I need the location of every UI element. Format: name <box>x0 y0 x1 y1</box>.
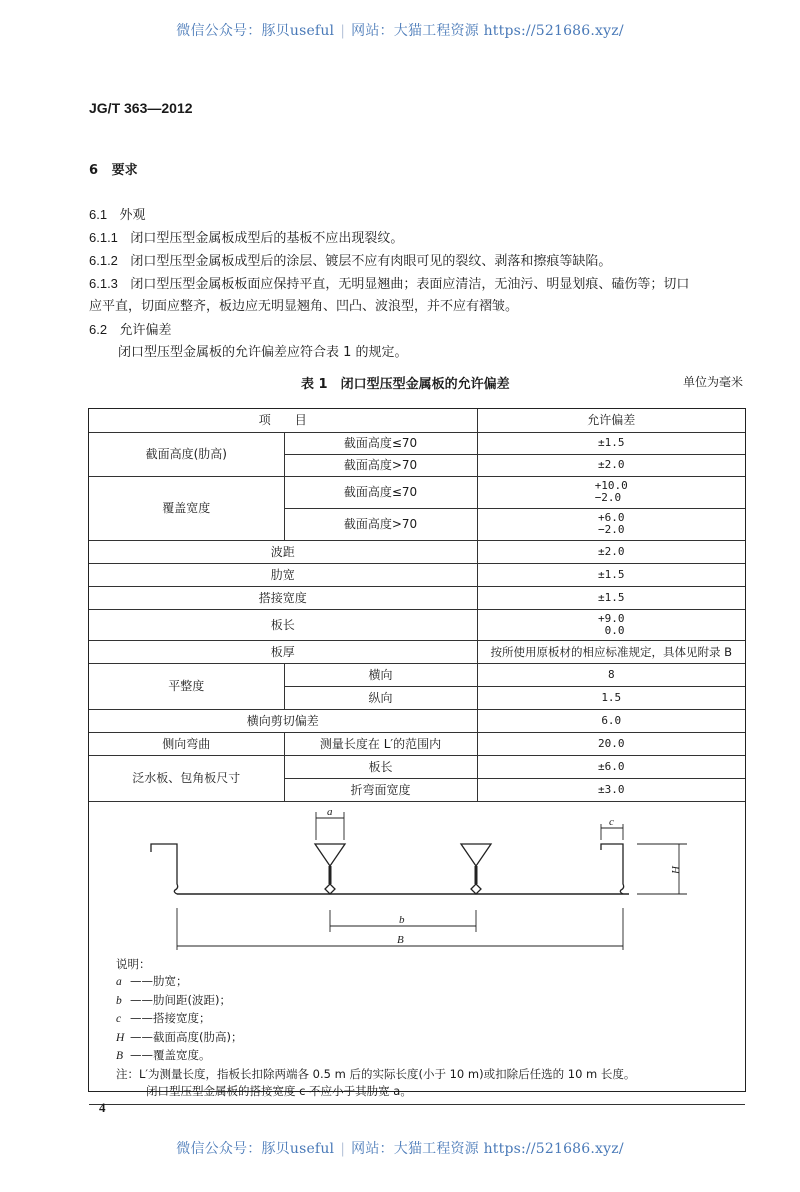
figure-cell <box>89 801 745 1104</box>
legend-item <box>116 1010 635 1029</box>
table-row <box>89 755 745 778</box>
value-plus: +6.0 <box>598 511 625 524</box>
section-title: 要求 <box>111 163 138 178</box>
legend-symbol: b <box>116 994 122 1007</box>
value-cell: 6.0 <box>477 709 745 732</box>
subsection-title: 外观 <box>119 208 146 223</box>
group-cell: 泛水板、包角板尺寸 <box>89 755 284 801</box>
legend-item <box>116 992 635 1011</box>
table-row <box>89 663 745 686</box>
watermark-separator: | <box>340 1141 346 1157</box>
sub-cell: 板长 <box>284 755 477 778</box>
table-figure-row <box>89 801 745 1104</box>
item-cell: 板厚 <box>89 640 477 663</box>
table-row <box>89 640 745 663</box>
value-cell: ±1.5 <box>477 586 745 609</box>
clause-text: 闭口型压型金属板成型后的涂层、镀层不应有肉眼可见的裂纹、剥落和擦痕等缺陷。 <box>130 254 612 269</box>
value-cell: 按所使用原板材的相应标准规定，具体见附录 B <box>477 640 745 663</box>
value-plus: +9.0 <box>598 611 625 625</box>
section-heading <box>89 161 138 181</box>
value-cell: ±2.0 <box>477 454 745 476</box>
value-minus: 0.0 <box>604 623 625 637</box>
legend-item <box>116 1029 635 1048</box>
clause-text: 闭口型压型金属板板面应保持平直，无明显翘曲；表面应清洁，无油污、明显划痕、磕伤等；切口 <box>130 277 690 292</box>
subsection-number: 6.1 <box>89 207 108 222</box>
watermark-separator: | <box>340 23 346 39</box>
dim-label-a: a <box>327 805 333 818</box>
tolerance-table <box>88 408 746 1098</box>
legend-text: ——截面高度(肋高)； <box>130 1029 243 1044</box>
group-cell: 覆盖宽度 <box>89 476 284 540</box>
table-row <box>89 563 745 586</box>
subsection-6-2-text: 闭口型压型金属板的允许偏差应符合表 1 的规定。 <box>118 345 408 360</box>
legend-item <box>116 1047 635 1066</box>
table-caption: 表 1 闭口型压型金属板的允许偏差 <box>301 377 510 392</box>
note-1: 注：L′为测量长度，指板长扣除两端各 0.5 m 后的实际长度(小于 10 m)或扣除后任选的 10 m 长度。 <box>116 1066 636 1081</box>
subsection-6-1 <box>89 205 146 226</box>
section-number: 6 <box>89 163 99 178</box>
value-cell: ±3.0 <box>477 778 745 801</box>
watermark-wechat: 微信公众号：豚贝useful <box>176 1141 335 1157</box>
sub-cell: 测量长度在 L′的范围内 <box>284 732 477 755</box>
sub-cell: 截面高度>70 <box>284 454 477 476</box>
value-plus: +10.0 <box>594 479 628 492</box>
legend-title: 说明： <box>116 956 151 971</box>
page-number: 4 <box>99 1100 106 1115</box>
table-header-row <box>89 409 745 432</box>
standard-code: JG/T 363—2012 <box>89 100 193 116</box>
clause-6-1-3 <box>89 274 689 295</box>
dim-label-H: H <box>670 865 682 874</box>
legend-item <box>116 973 635 992</box>
subsection-number: 6.2 <box>89 322 108 337</box>
dim-label-b: b <box>399 913 405 926</box>
value-cell: 1.5 <box>477 686 745 709</box>
watermark-site: 网站：大猫工程资源 https://521686.xyz/ <box>351 1141 624 1157</box>
table-unit: 单位为毫米 <box>683 375 744 389</box>
clause-6-1-2 <box>89 251 611 272</box>
note-2: 闭口型压型金属板的搭接宽度 c 不应小于其肋宽 a。 <box>146 1084 412 1098</box>
value-cell <box>477 508 745 540</box>
value-cell: ±2.0 <box>477 540 745 563</box>
item-cell: 肋宽 <box>89 563 477 586</box>
clause-6-1-3-continued: 应平直，切面应整齐，板边应无明显翘角、凹凸、波浪型，并不应有褶皱。 <box>89 299 519 314</box>
item-cell: 波距 <box>89 540 477 563</box>
table-row <box>89 432 745 454</box>
item-cell: 搭接宽度 <box>89 586 477 609</box>
header-tolerance: 允许偏差 <box>477 409 745 432</box>
clause-6-1-1 <box>89 228 403 249</box>
sub-cell: 横向 <box>284 663 477 686</box>
sub-cell: 纵向 <box>284 686 477 709</box>
subsection-6-2 <box>89 320 172 341</box>
legend-symbol: H <box>116 1031 125 1044</box>
value-minus: −2.0 <box>594 491 622 504</box>
clause-number: 6.1.1 <box>89 230 118 245</box>
dim-label-B: B <box>397 933 404 946</box>
table-row <box>89 732 745 755</box>
item-cell: 板长 <box>89 609 477 640</box>
profile-figure <box>89 802 745 1104</box>
value-cell <box>477 609 745 640</box>
table-row <box>89 609 745 640</box>
group-cell: 截面高度(肋高) <box>89 432 284 476</box>
legend-symbol: B <box>116 1050 124 1062</box>
clause-number: 6.1.2 <box>89 253 118 268</box>
sheet-profile-diagram <box>89 802 745 962</box>
group-cell: 平整度 <box>89 663 284 709</box>
table-row <box>89 586 745 609</box>
clause-text: 闭口型压型金属板成型后的基板不应出现裂纹。 <box>130 231 404 246</box>
watermark-top <box>0 20 800 40</box>
sub-cell: 折弯面宽度 <box>284 778 477 801</box>
tolerance-grid <box>89 409 745 1105</box>
sub-cell: 截面高度>70 <box>284 508 477 540</box>
legend-text: ——肋宽； <box>130 974 188 988</box>
subsection-title: 允许偏差 <box>119 323 172 338</box>
legend-symbol: c <box>116 1013 122 1025</box>
sub-cell: 截面高度≤70 <box>284 432 477 454</box>
legend-text: ——搭接宽度； <box>130 1011 211 1025</box>
table-row <box>89 709 745 732</box>
value-cell: 8 <box>477 663 745 686</box>
value-cell <box>477 476 745 508</box>
watermark-wechat: 微信公众号：豚贝useful <box>176 23 335 39</box>
table-row <box>89 540 745 563</box>
dim-label-c: c <box>609 815 614 828</box>
sub-cell: 截面高度≤70 <box>284 476 477 508</box>
item-cell: 横向剪切偏差 <box>89 709 477 732</box>
legend-text: ——肋间距(波距)； <box>130 992 231 1007</box>
legend-text: ——覆盖宽度。 <box>130 1048 211 1062</box>
value-minus: −2.0 <box>598 523 625 536</box>
group-cell: 侧向弯曲 <box>89 732 284 755</box>
value-cell: ±1.5 <box>477 563 745 586</box>
value-cell: ±1.5 <box>477 432 745 454</box>
value-cell: ±6.0 <box>477 755 745 778</box>
value-cell: 20.0 <box>477 732 745 755</box>
figure-legend <box>116 956 635 1101</box>
watermark-site: 网站：大猫工程资源 https://521686.xyz/ <box>351 23 624 39</box>
header-item: 项 目 <box>89 409 477 432</box>
legend-symbol: a <box>116 976 122 988</box>
clause-number: 6.1.3 <box>89 276 118 291</box>
watermark-bottom <box>0 1138 800 1158</box>
table-row <box>89 476 745 508</box>
